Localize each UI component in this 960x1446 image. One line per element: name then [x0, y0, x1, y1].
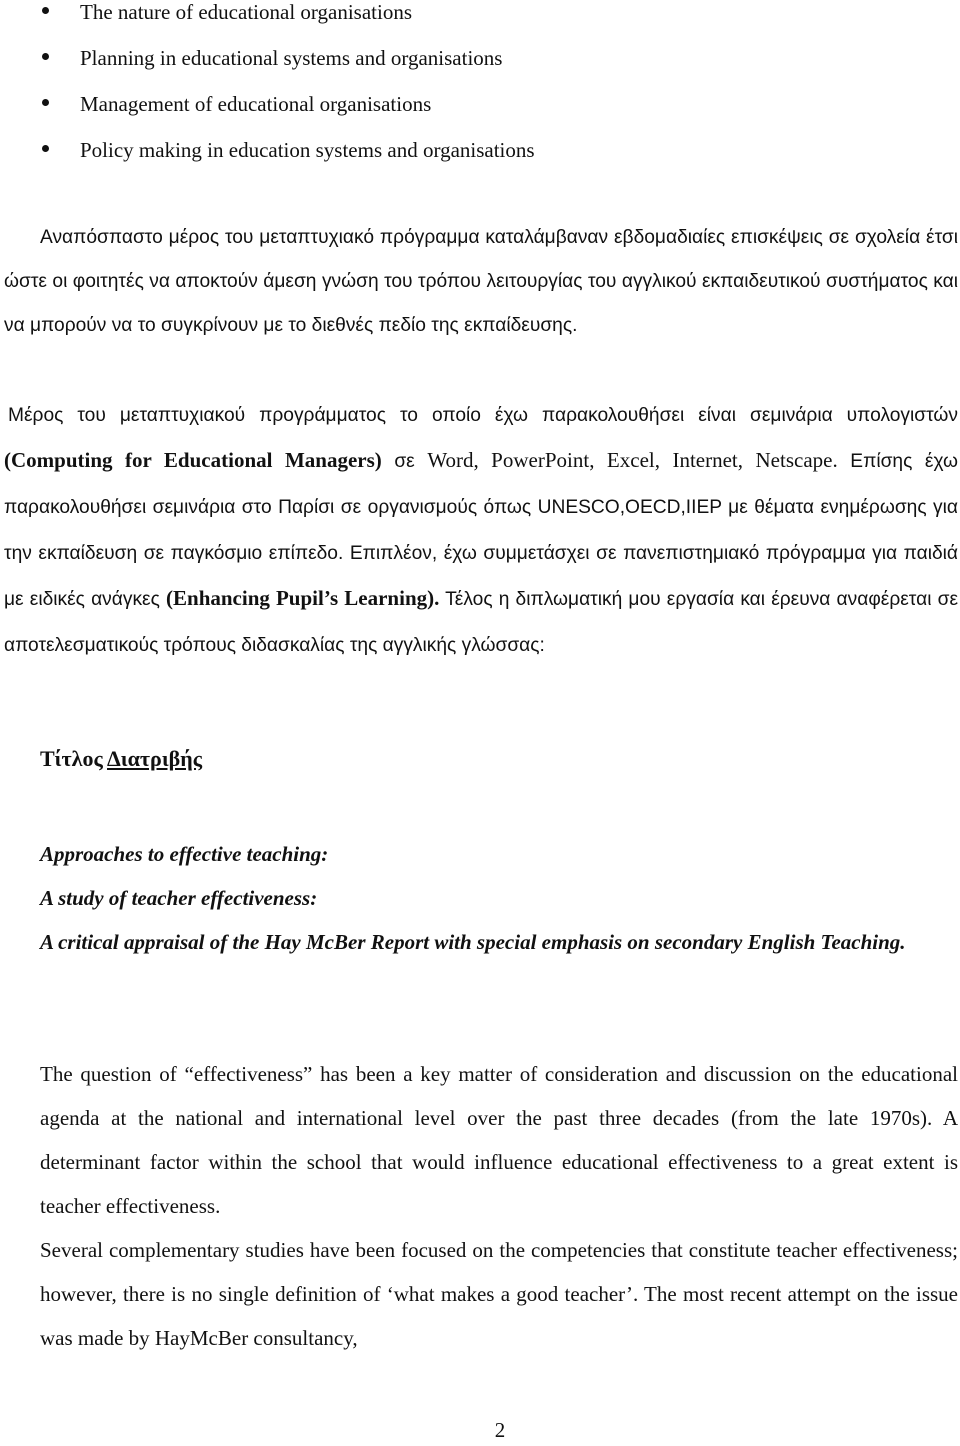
seminars-course-name: (Computing for Educational Managers) [4, 448, 382, 472]
body-text [40, 1052, 958, 1360]
thesis-title-line: Approaches to effective teaching: [40, 842, 329, 866]
seminars-software-list: Word, PowerPoint, Excel, Internet, Netscape. [427, 448, 838, 472]
seminars-text-3: με θέματα ενημέρωσης για την εκπαίδευση σε παγκόσμιο επίπεδο. Επιπλέον, έχω συμμετάσχει σε πανεπιστημιακό πρόγραμμα για παιδιά με ειδικές ανάγκες [4, 497, 958, 610]
seminars-text-2: Επίσης έχω παρακολουθήσει σεμινάρια στο Παρίσι σε οργανισμούς όπως [4, 451, 959, 518]
topics-list [40, 0, 940, 176]
body-paragraph: Several complementary studies have been focused on the competencies that constitute teacher effectiveness; however, there is no single definition of ‘what makes a good teacher’. The most recent attempt on the issue was made by HayMcBer consultancy, [40, 1238, 958, 1350]
seminars-text-se: σε [381, 451, 428, 472]
list-item: Planning in educational systems and organisations [40, 38, 940, 84]
thesis-title [40, 832, 958, 964]
list-item: Policy making in education systems and organisations [40, 130, 940, 176]
thesis-heading [40, 746, 202, 772]
list-item: The nature of educational organisations [40, 0, 940, 38]
bullet-icon [42, 99, 49, 106]
thesis-title-line: A study of teacher effectiveness: [40, 886, 318, 910]
thesis-heading-part2: Διατριβής [107, 746, 203, 771]
bullet-icon [42, 145, 49, 152]
page-number: 2 [494, 1418, 506, 1442]
body-paragraph: The question of “effectiveness” has been a key matter of consideration and discussion on the educational agenda at the national and international level over the past three decades (from the late 1970s). A determinant factor within the school that would influence educational effectiveness to a great extent is teacher effectiveness. [40, 1062, 958, 1218]
paragraph-seminars [4, 392, 958, 668]
thesis-title-line: A critical appraisal of the Hay McBer Report with special emphasis on secondary English Teaching. [40, 930, 906, 954]
list-item: Management of educational organisations [40, 84, 940, 130]
thesis-heading-part1: Τίτλος [40, 746, 108, 771]
seminars-text-4: Τέλος η διπλωματική μου εργασία και έρευνα αναφέρεται σε αποτελεσματικούς τρόπους διδασκαλίας της αγγλικής γλώσσας: [4, 589, 959, 656]
bullet-icon [42, 7, 49, 14]
seminars-text-1: Μέρος του μεταπτυχιακού προγράμματος το οποίο έχω παρακολουθήσει είναι σεμινάρια υπολογιστών [8, 405, 958, 426]
seminars-programme-name: (Enhancing Pupil’s Learning). [166, 586, 440, 610]
paragraph-school-visits: Αναπόσπαστο μέρος του μεταπτυχιακό πρόγραμμα καταλάμβαναν εβδομαδιαίες επισκέψεις σε σχολεία έτσι ώστε οι φοιτητές να αποκτούν άμεση γνώση του τρόπου λειτουργίας του αγγλικού εκπαιδευτικού συστήματος και να μπορούν να το συγκρίνουν με το διεθνές πεδίο της εκπαίδευσης. [4, 227, 958, 336]
bullet-icon [42, 53, 49, 60]
seminars-organisations: UNESCO,OECD,IIEP [537, 497, 722, 518]
